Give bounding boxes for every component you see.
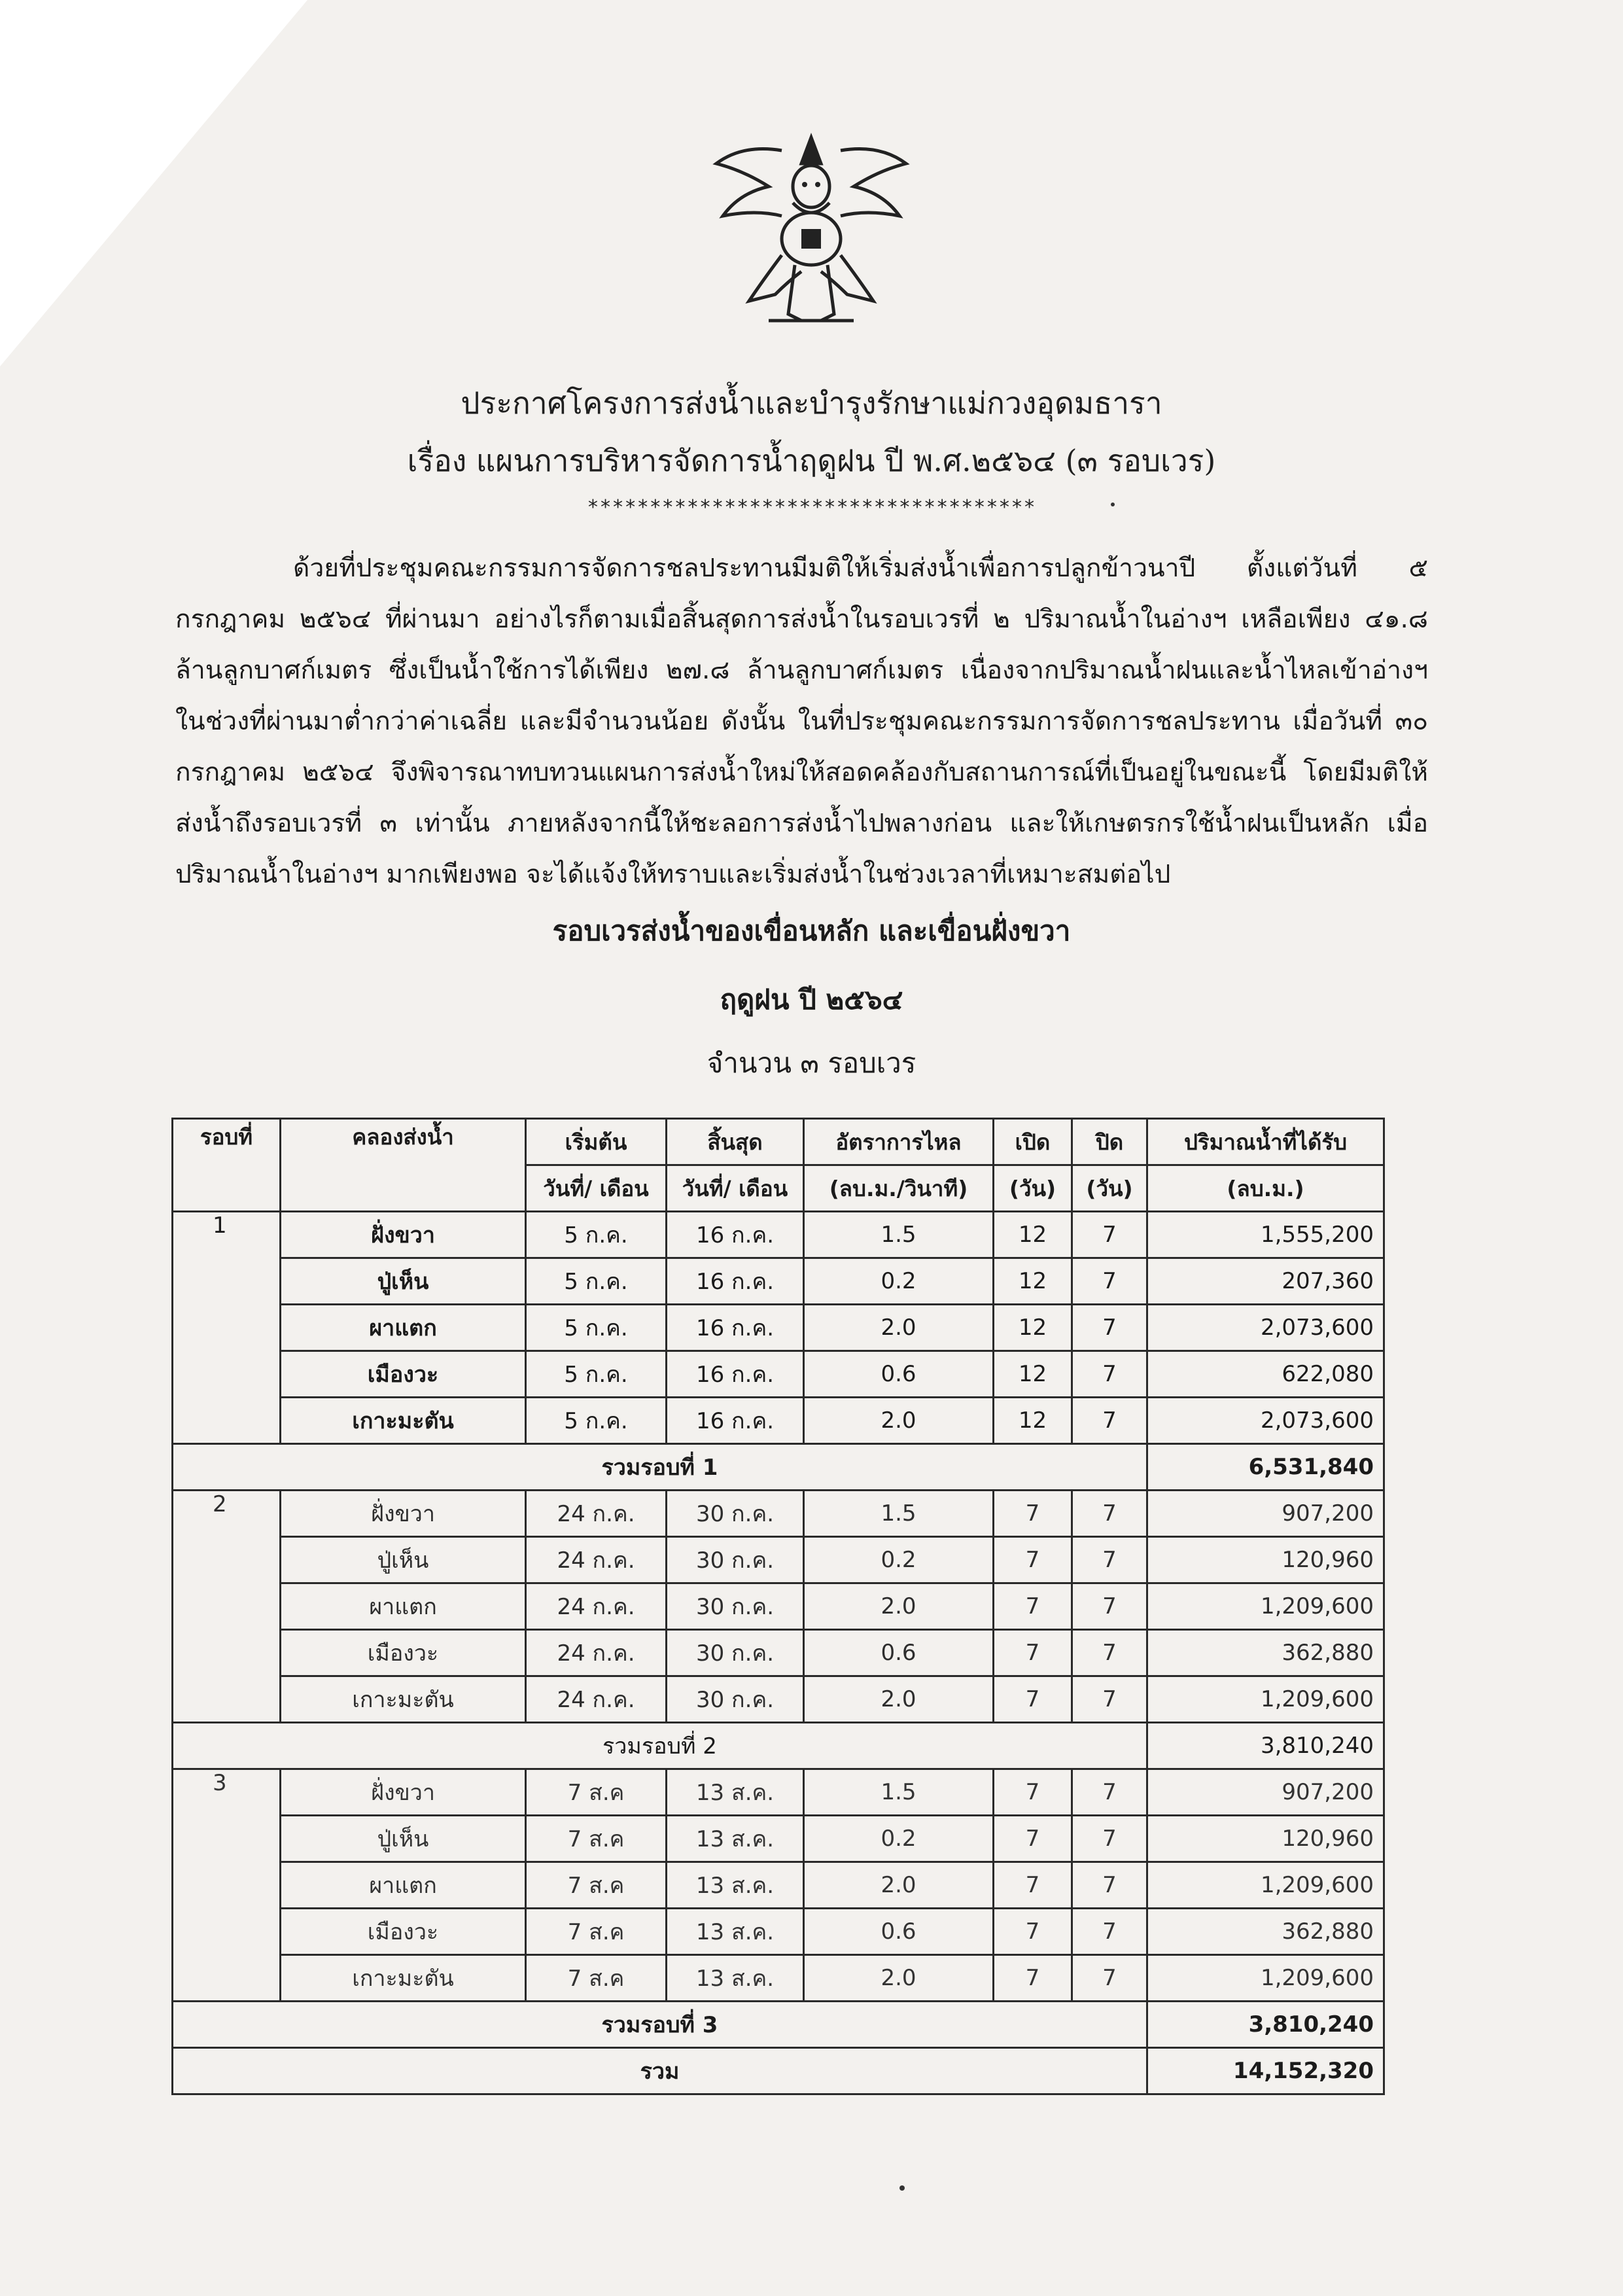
end-date-cell: 13 ส.ค. <box>667 1816 804 1862</box>
open-days-cell: 12 <box>994 1305 1072 1351</box>
canal-cell: ปู่เห็น <box>281 1537 526 1583</box>
close-days-cell: 7 <box>1072 1909 1147 1955</box>
scan-speck <box>1111 503 1115 506</box>
table-row <box>173 1862 1384 1909</box>
close-days-cell: 7 <box>1072 1676 1147 1723</box>
start-date-cell: 24 ก.ค. <box>526 1676 667 1723</box>
table-row <box>173 1258 1384 1305</box>
header-volume-top: ปริมาณน้ำที่ได้รับ <box>1147 1119 1384 1165</box>
round-number-cell <box>173 1862 281 1909</box>
header-close-bottom: (วัน) <box>1072 1165 1147 1212</box>
close-days-cell: 7 <box>1072 1583 1147 1630</box>
start-date-cell: 7 ส.ค <box>526 1769 667 1816</box>
start-date-cell: 5 ก.ค. <box>526 1305 667 1351</box>
end-date-cell: 16 ก.ค. <box>667 1305 804 1351</box>
volume-cell: 907,200 <box>1147 1491 1384 1537</box>
open-days-cell: 12 <box>994 1351 1072 1398</box>
canal-cell: เกาะมะตัน <box>281 1955 526 2002</box>
table-row <box>173 1537 1384 1583</box>
end-date-cell: 13 ส.ค. <box>667 1909 804 1955</box>
round-total-row <box>173 2002 1384 2048</box>
close-days-cell: 7 <box>1072 1351 1147 1398</box>
volume-cell: 1,209,600 <box>1147 1862 1384 1909</box>
end-date-cell: 30 ก.ค. <box>667 1491 804 1537</box>
end-date-cell: 16 ก.ค. <box>667 1212 804 1258</box>
open-days-cell: 12 <box>994 1398 1072 1444</box>
end-date-cell: 13 ส.ค. <box>667 1769 804 1816</box>
open-days-cell: 7 <box>994 1583 1072 1630</box>
round-total-label: รวมรอบที่ 1 <box>173 1444 1147 1491</box>
round-total-value: 3,810,240 <box>1147 1723 1384 1769</box>
close-days-cell: 7 <box>1072 1816 1147 1862</box>
close-days-cell: 7 <box>1072 1769 1147 1816</box>
header-rate-bottom: (ลบ.ม./วินาที) <box>804 1165 994 1212</box>
start-date-cell: 24 ก.ค. <box>526 1583 667 1630</box>
end-date-cell: 30 ก.ค. <box>667 1583 804 1630</box>
end-date-cell: 13 ส.ค. <box>667 1862 804 1909</box>
open-days-cell: 7 <box>994 1630 1072 1676</box>
volume-cell: 2,073,600 <box>1147 1398 1384 1444</box>
close-days-cell: 7 <box>1072 1212 1147 1258</box>
table-row <box>173 1212 1384 1258</box>
rounds-count: จำนวน ๓ รอบเวร <box>707 1047 916 1079</box>
flow-rate-cell: 1.5 <box>804 1769 994 1816</box>
header-round: รอบที่ <box>173 1119 281 1212</box>
round-total-value: 6,531,840 <box>1147 1444 1384 1491</box>
header-start-bottom: วันที่/ เดือน <box>526 1165 667 1212</box>
start-date-cell: 7 ส.ค <box>526 1816 667 1862</box>
star-separator: ************************************ <box>587 496 1036 519</box>
header-volume-bottom: (ลบ.ม.) <box>1147 1165 1384 1212</box>
canal-cell: เกาะมะตัน <box>281 1676 526 1723</box>
flow-rate-cell: 1.5 <box>804 1212 994 1258</box>
announcement-text: ด้วยที่ประชุมคณะกรรมการจัดการชลประทานมีมติให้เริ่มส่งน้ำเพื่อการปลูกข้าวนาปี ตั้งแต่วันที่ ๕ กรกฎาคม ๒๕๖๔ ที่ผ่านมา อย่างไรก็ตามเมื่อสิ้นสุดการส่งน้ำในรอบเวรที่ ๒ ปริมาณน้ำในอ่างฯ เหลือเพียง ๔๑.๘ ล้านลูกบาศก์เมตร ซึ่งเป็นน้ำใช้การได้เพียง ๒๗.๘ ล้านลูกบาศก์เมตร เนื่องจากปริมาณน้ำฝนและน้ำไหลเข้าอ่างฯ ในช่วงที่ผ่านมาต่ำกว่าค่าเฉลี่ย และมีจำนวนน้อย ดังนั้น ในที่ประชุมคณะกรรมการจัดการชลประทาน เมื่อวันที่ ๓๐ กรกฎาคม ๒๕๖๔ จึงพิจารณาทบทวนแผนการส่งน้ำใหม่ให้สอดคล้องกับสถานการณ์ที่เป็นอยู่ในขณะนี้ โดยมีมติให้ส่งน้ำถึงรอบเวรที่ ๓ เท่านั้น ภายหลังจากนี้ให้ชะลอการส่งน้ำไปพลางก่อน และให้เกษตรกรใช้น้ำฝนเป็นหลัก เมื่อปริมาณน้ำในอ่างฯ มากเพียงพอ จะได้แจ้งให้ทราบและเริ่มส่งน้ำในช่วงเวลาที่เหมาะสมต่อไป <box>175 554 1428 889</box>
grand-total-value: 14,152,320 <box>1147 2048 1384 2094</box>
open-days-cell: 7 <box>994 1862 1072 1909</box>
header-close-top: ปิด <box>1072 1119 1147 1165</box>
start-date-cell: 7 ส.ค <box>526 1955 667 2002</box>
volume-cell: 362,880 <box>1147 1630 1384 1676</box>
open-days-cell: 7 <box>994 1955 1072 2002</box>
table-row <box>173 1816 1384 1862</box>
volume-cell: 622,080 <box>1147 1351 1384 1398</box>
volume-cell: 2,073,600 <box>1147 1305 1384 1351</box>
header-canal: คลองส่งน้ำ <box>281 1119 526 1212</box>
header-end-top: สิ้นสุด <box>667 1119 804 1165</box>
close-days-cell: 7 <box>1072 1630 1147 1676</box>
end-date-cell: 30 ก.ค. <box>667 1630 804 1676</box>
table-row <box>173 1491 1384 1537</box>
round-number-cell <box>173 1537 281 1583</box>
volume-cell: 207,360 <box>1147 1258 1384 1305</box>
start-date-cell: 5 ก.ค. <box>526 1398 667 1444</box>
flow-rate-cell: 0.6 <box>804 1630 994 1676</box>
title-line-1: ประกาศโครงการส่งน้ำและบำรุงรักษาแม่กวงอุดมธารา <box>461 385 1162 421</box>
close-days-cell: 7 <box>1072 1862 1147 1909</box>
close-days-cell: 7 <box>1072 1491 1147 1537</box>
close-days-cell: 7 <box>1072 1398 1147 1444</box>
announcement-paragraph <box>175 543 1428 900</box>
open-days-cell: 7 <box>994 1816 1072 1862</box>
table-row <box>173 1305 1384 1351</box>
canal-cell: ผาแตก <box>281 1583 526 1630</box>
end-date-cell: 16 ก.ค. <box>667 1398 804 1444</box>
canal-cell: ผาแตก <box>281 1862 526 1909</box>
volume-cell: 120,960 <box>1147 1537 1384 1583</box>
flow-rate-cell: 1.5 <box>804 1491 994 1537</box>
canal-cell: เกาะมะตัน <box>281 1398 526 1444</box>
flow-rate-cell: 0.2 <box>804 1816 994 1862</box>
volume-cell: 1,209,600 <box>1147 1583 1384 1630</box>
start-date-cell: 24 ก.ค. <box>526 1537 667 1583</box>
volume-cell: 362,880 <box>1147 1909 1384 1955</box>
start-date-cell: 7 ส.ค <box>526 1909 667 1955</box>
header-open-bottom: (วัน) <box>994 1165 1072 1212</box>
round-number-cell <box>173 1351 281 1398</box>
canal-cell: ฝั่งขวา <box>281 1212 526 1258</box>
round-total-label: รวมรอบที่ 2 <box>173 1723 1147 1769</box>
open-days-cell: 12 <box>994 1212 1072 1258</box>
open-days-cell: 7 <box>994 1769 1072 1816</box>
water-delivery-table <box>171 1118 1385 2095</box>
round-number-cell <box>173 1583 281 1630</box>
round-total-label: รวมรอบที่ 3 <box>173 2002 1147 2048</box>
round-total-value: 3,810,240 <box>1147 2002 1384 2048</box>
flow-rate-cell: 2.0 <box>804 1955 994 2002</box>
canal-cell: ฝั่งขวา <box>281 1769 526 1816</box>
flow-rate-cell: 2.0 <box>804 1398 994 1444</box>
header-end-bottom: วันที่/ เดือน <box>667 1165 804 1212</box>
canal-cell: ปู่เห็น <box>281 1258 526 1305</box>
flow-rate-cell: 0.6 <box>804 1351 994 1398</box>
open-days-cell: 7 <box>994 1909 1072 1955</box>
start-date-cell: 7 ส.ค <box>526 1862 667 1909</box>
canal-cell: เมืองวะ <box>281 1909 526 1955</box>
end-date-cell: 30 ก.ค. <box>667 1676 804 1723</box>
round-number-cell: 2 <box>173 1491 281 1537</box>
round-number-cell <box>173 1955 281 2002</box>
end-date-cell: 30 ก.ค. <box>667 1537 804 1583</box>
end-date-cell: 13 ส.ค. <box>667 1955 804 2002</box>
header-open-top: เปิด <box>994 1119 1072 1165</box>
flow-rate-cell: 2.0 <box>804 1676 994 1723</box>
table-row <box>173 1955 1384 2002</box>
round-number-cell <box>173 1258 281 1305</box>
header-start-top: เริ่มต้น <box>526 1119 667 1165</box>
round-number-cell: 3 <box>173 1769 281 1816</box>
end-date-cell: 16 ก.ค. <box>667 1351 804 1398</box>
close-days-cell: 7 <box>1072 1305 1147 1351</box>
start-date-cell: 24 ก.ค. <box>526 1491 667 1537</box>
round-number-cell: 1 <box>173 1212 281 1258</box>
table-row <box>173 1583 1384 1630</box>
volume-cell: 1,209,600 <box>1147 1955 1384 2002</box>
table-body <box>173 1212 1384 2048</box>
close-days-cell: 7 <box>1072 1537 1147 1583</box>
canal-cell: เมืองวะ <box>281 1351 526 1398</box>
canal-cell: ผาแตก <box>281 1305 526 1351</box>
table-row <box>173 1630 1384 1676</box>
canal-cell: ฝั่งขวา <box>281 1491 526 1537</box>
flow-rate-cell: 0.2 <box>804 1258 994 1305</box>
folded-corner <box>0 0 307 366</box>
start-date-cell: 5 ก.ค. <box>526 1212 667 1258</box>
round-total-row <box>173 1444 1384 1491</box>
round-total-row <box>173 1723 1384 1769</box>
open-days-cell: 7 <box>994 1676 1072 1723</box>
close-days-cell: 7 <box>1072 1955 1147 2002</box>
round-number-cell <box>173 1398 281 1444</box>
flow-rate-cell: 0.6 <box>804 1909 994 1955</box>
start-date-cell: 5 ก.ค. <box>526 1351 667 1398</box>
flow-rate-cell: 2.0 <box>804 1583 994 1630</box>
garuda-emblem-icon <box>703 124 919 334</box>
open-days-cell: 12 <box>994 1258 1072 1305</box>
season-heading: ฤดูฝน ปี ๒๕๖๔ <box>720 983 903 1016</box>
section-heading: รอบเวรส่งน้ำของเขื่อนหลัก และเขื่อนฝั่งขวา <box>552 915 1071 947</box>
grand-total-label: รวม <box>173 2048 1147 2094</box>
canal-cell: เมืองวะ <box>281 1630 526 1676</box>
table-row <box>173 1676 1384 1723</box>
start-date-cell: 5 ก.ค. <box>526 1258 667 1305</box>
table-header-row-top <box>173 1119 1384 1165</box>
volume-cell: 1,209,600 <box>1147 1676 1384 1723</box>
round-number-cell <box>173 1630 281 1676</box>
flow-rate-cell: 2.0 <box>804 1862 994 1909</box>
table-row <box>173 1769 1384 1816</box>
flow-rate-cell: 0.2 <box>804 1537 994 1583</box>
table-row <box>173 1398 1384 1444</box>
volume-cell: 1,555,200 <box>1147 1212 1384 1258</box>
start-date-cell: 24 ก.ค. <box>526 1630 667 1676</box>
grand-total-row <box>173 2048 1384 2094</box>
header-rate-top: อัตราการไหล <box>804 1119 994 1165</box>
table-row <box>173 1909 1384 1955</box>
flow-rate-cell: 2.0 <box>804 1305 994 1351</box>
volume-cell: 907,200 <box>1147 1769 1384 1816</box>
end-date-cell: 16 ก.ค. <box>667 1258 804 1305</box>
round-number-cell <box>173 1816 281 1862</box>
scan-speck <box>899 2185 905 2191</box>
canal-cell: ปู่เห็น <box>281 1816 526 1862</box>
round-number-cell <box>173 1305 281 1351</box>
volume-cell: 120,960 <box>1147 1816 1384 1862</box>
title-line-2: เรื่อง แผนการบริหารจัดการน้ำฤดูฝน ปี พ.ศ.๒๕๖๔ (๓ รอบเวร) <box>407 443 1216 478</box>
table-row <box>173 1351 1384 1398</box>
open-days-cell: 7 <box>994 1491 1072 1537</box>
round-number-cell <box>173 1909 281 1955</box>
close-days-cell: 7 <box>1072 1258 1147 1305</box>
round-number-cell <box>173 1676 281 1723</box>
open-days-cell: 7 <box>994 1537 1072 1583</box>
